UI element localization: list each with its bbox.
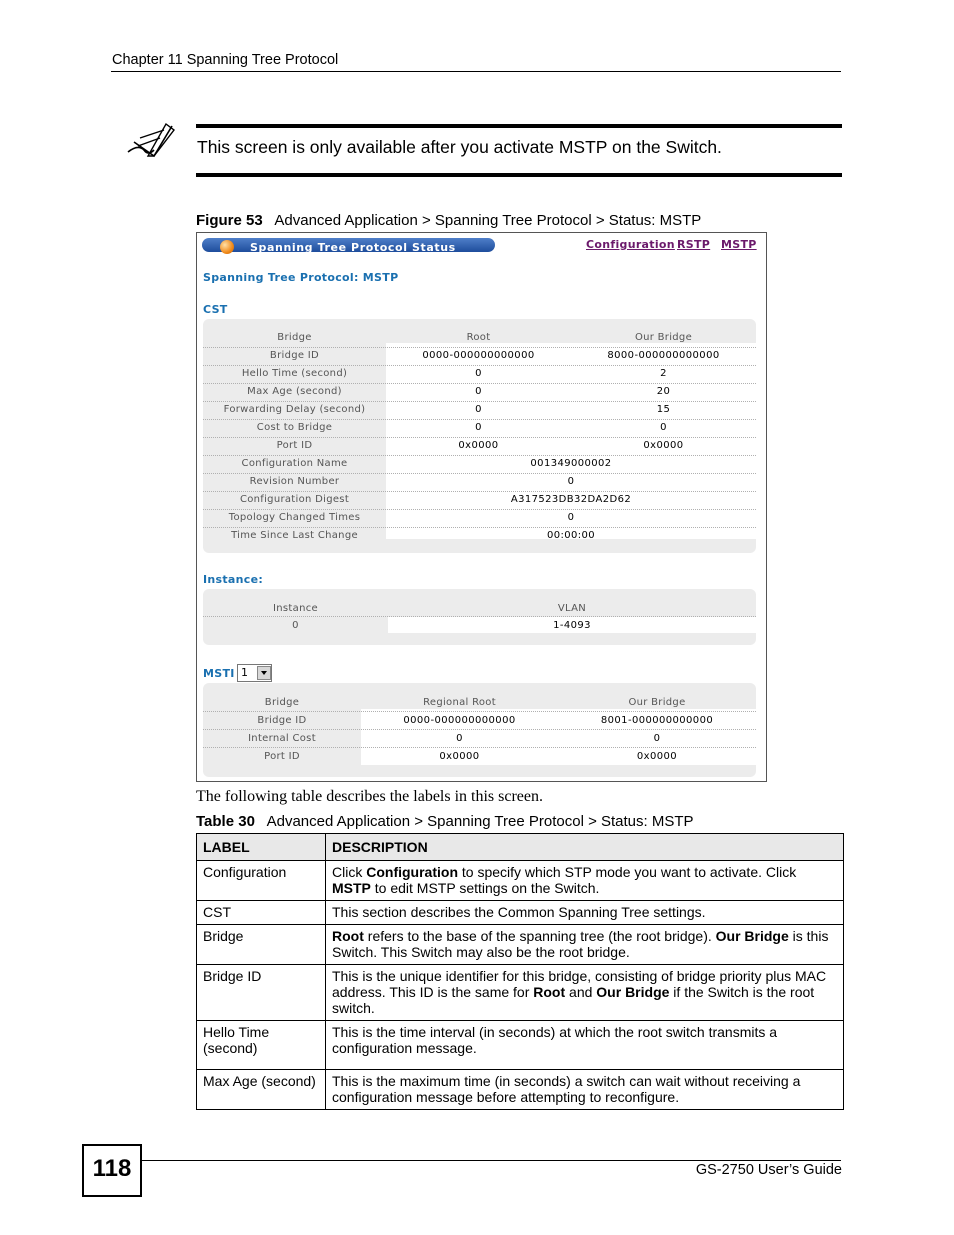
msti-root-value: 0: [456, 733, 463, 744]
cst-header-our-bridge: Our Bridge: [634, 332, 693, 343]
msti-row-label: Internal Cost: [248, 733, 316, 744]
footer-divider: [140, 1160, 841, 1161]
row-label: Bridge: [197, 925, 326, 965]
msti-our-value: 8001-000000000000: [600, 715, 714, 726]
page-number: 118: [92, 1155, 132, 1182]
cst-wide-value: 0: [567, 512, 575, 523]
row-label: Bridge ID: [197, 965, 326, 1021]
cst-header-root: Root: [466, 332, 491, 343]
row-description: This is the maximum time (in seconds) a switch can wait without receiving a configuration message before attempting to reconfigure.: [326, 1070, 844, 1110]
row-description: Root refers to the base of the spanning tree (the root bridge). Our Bridge is this Switch. This Switch may also be the root bridge.: [326, 925, 844, 965]
table-label: Table 30: [196, 813, 255, 830]
table-row: [197, 1070, 844, 1110]
note-bottom-rule: [196, 173, 842, 177]
cst-wide-value: 001349000002: [530, 458, 612, 469]
cst-row-label: Max Age (second): [247, 386, 342, 397]
header-divider: [111, 71, 841, 72]
status-screen: [196, 232, 767, 782]
chevron-down-icon[interactable]: [257, 666, 271, 680]
instance-value: 0: [292, 620, 299, 631]
guide-name: GS-2750 User’s Guide: [695, 1162, 842, 1178]
table-body: [197, 861, 844, 1110]
cst-our-value: 8000-000000000000: [607, 350, 720, 361]
table-caption: [196, 813, 694, 830]
cst-wide-value: A317523DB32DA2D62: [510, 494, 632, 505]
cst-our-value: 20: [656, 386, 671, 397]
cst-row-label: Bridge ID: [269, 350, 320, 361]
row-description: This is the unique identifier for this bridge, consisting of bridge priority plus MAC address. This ID is the same for Root and Our Bridge if the Switch is the root switch.: [326, 965, 844, 1021]
msti-table: [203, 683, 756, 777]
page-number-box: [82, 1144, 142, 1197]
msti-header-regional-root: Regional Root: [423, 697, 496, 708]
cst-root-value: 0x0000: [458, 440, 499, 451]
screen-title: Spanning Tree Protocol Status: [250, 241, 456, 254]
screen-title-bar: [202, 238, 495, 252]
cst-our-value: 0x0000: [643, 440, 684, 451]
msti-header-our-bridge: Our Bridge: [628, 697, 686, 708]
instance-table: [203, 589, 756, 645]
label-description-table: [196, 833, 844, 1110]
cst-root-value: 0: [475, 386, 482, 397]
cst-wide-label: Configuration Name: [241, 458, 348, 469]
row-label: Configuration: [197, 861, 326, 901]
cst-root-value: 0: [475, 422, 482, 433]
emphasis-term: Root: [533, 984, 566, 1000]
cst-heading: CST: [203, 303, 228, 316]
figure-caption: [196, 212, 701, 229]
vlan-header: VLAN: [557, 603, 587, 614]
row-description: This is the time interval (in seconds) at which the root switch transmits a configuration message.: [326, 1021, 844, 1070]
table-row: [197, 925, 844, 965]
cst-wide-label: Revision Number: [249, 476, 340, 487]
msti-row-label: Port ID: [264, 751, 300, 762]
msti-select-value: 1: [241, 666, 248, 679]
row-description: Click Configuration to specify which STP mode you want to activate. Click MSTP to edit MSTP settings on the Switch.: [326, 861, 844, 901]
cst-our-value: 15: [656, 404, 671, 415]
instance-header: Instance: [273, 603, 318, 614]
row-description: This section describes the Common Spanning Tree settings.: [326, 901, 844, 925]
table-row: [197, 965, 844, 1021]
cst-our-value: 2: [660, 368, 667, 379]
cst-row-label: Cost to Bridge: [256, 422, 333, 433]
label-column-header: LABEL: [197, 834, 326, 861]
cst-wide-label: Configuration Digest: [239, 494, 350, 505]
description-column-header: DESCRIPTION: [326, 834, 844, 861]
msti-header-bridge: Bridge: [264, 697, 300, 708]
cst-our-value: 0: [660, 422, 667, 433]
msti-row-label: Bridge ID: [257, 715, 307, 726]
table-caption-text: Advanced Application > Spanning Tree Protocol > Status: MSTP: [266, 813, 694, 830]
msti-our-value: 0: [653, 733, 661, 744]
chapter-title: Chapter 11 Spanning Tree Protocol: [112, 52, 339, 68]
title-bullet-icon: [220, 240, 234, 254]
msti-select[interactable]: [237, 664, 272, 682]
emphasis-term: Root: [332, 928, 364, 944]
msti-root-value: 0000-000000000000: [403, 715, 516, 726]
cst-wide-value: 00:00:00: [546, 530, 596, 541]
table-row: [197, 861, 844, 901]
figure-caption-text: Advanced Application > Spanning Tree Protocol > Status: MSTP: [274, 212, 702, 229]
protocol-heading: Spanning Tree Protocol: MSTP: [203, 271, 399, 284]
mstp-link[interactable]: MSTP: [721, 238, 757, 251]
emphasis-term: Configuration: [366, 864, 458, 880]
cst-wide-label: Time Since Last Change: [231, 530, 358, 541]
emphasis-term: Our Bridge: [715, 928, 789, 944]
cst-header-bridge: Bridge: [277, 332, 312, 343]
cst-wide-label: Topology Changed Times: [228, 512, 361, 523]
intro-text: The following table describes the labels in this screen.: [196, 788, 544, 805]
note-text: This screen is only available after you activate MSTP on the Switch.: [197, 137, 722, 157]
cst-root-value: 0: [475, 404, 482, 415]
row-label: CST: [197, 901, 326, 925]
msti-heading: MSTI: [203, 667, 235, 680]
configuration-link[interactable]: Configuration: [586, 238, 675, 251]
cst-row-label: Port ID: [276, 440, 313, 451]
table-row: [197, 901, 844, 925]
row-label: Hello Time (second): [197, 1021, 326, 1070]
cst-row-label: Forwarding Delay (second): [223, 404, 366, 415]
figure-label: Figure 53: [196, 212, 263, 229]
cst-root-value: 0: [475, 368, 482, 379]
msti-our-value: 0x0000: [636, 751, 678, 762]
instance-heading: Instance:: [203, 573, 264, 586]
rstp-link[interactable]: RSTP: [677, 238, 711, 251]
cst-row-label: Hello Time (second): [241, 368, 348, 379]
note-pen-icon: [124, 122, 176, 162]
table-row: [197, 1021, 844, 1070]
cst-root-value: 0000-000000000000: [422, 350, 535, 361]
emphasis-term: Our Bridge: [596, 984, 670, 1000]
cst-wide-value: 0: [567, 476, 575, 487]
emphasis-term: MSTP: [332, 880, 371, 896]
note-top-rule: [196, 124, 842, 128]
vlan-value: 1-4093: [553, 620, 591, 631]
cst-table: [203, 319, 756, 553]
msti-root-value: 0x0000: [439, 751, 480, 762]
row-label: Max Age (second): [197, 1070, 326, 1110]
